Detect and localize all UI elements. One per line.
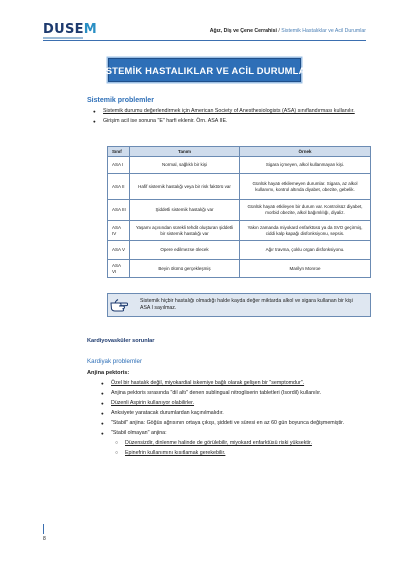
bullet-text: Girişim acil ise sonuna "E" harfi eklenir. Örn. ASA IIE. bbox=[103, 118, 228, 124]
table-row bbox=[108, 260, 371, 278]
cell-definition: Yaşamı açısından sürekli tehdit oluşturan şiddetli bir sistemik hastalığı var bbox=[130, 221, 240, 241]
list-item-text: "Stabil" anjina: Göğüs ağrısının ortaya çıkışı, şiddeti ve süresi en az 60 gün boyunca değişmemiştir. bbox=[111, 420, 345, 426]
angina-title: Anjina pektoris: bbox=[87, 370, 130, 376]
logo-accent: M bbox=[83, 22, 98, 37]
cell-example: Sigara içmeyen, alkol kullanmayan kişi. bbox=[240, 157, 371, 174]
chapter-title-box bbox=[96, 58, 313, 82]
list-item bbox=[87, 390, 372, 397]
table-row bbox=[108, 157, 371, 174]
list-item bbox=[87, 410, 372, 417]
asa-classification-table bbox=[107, 146, 371, 278]
column-header-definition: Tanım bbox=[130, 147, 240, 157]
list-item-text: Epinefrin kullanımını kısıtlamak gerekebilir. bbox=[125, 450, 226, 456]
sub-list-item bbox=[87, 450, 372, 457]
list-item bbox=[87, 420, 372, 427]
pointing-hand-icon bbox=[110, 294, 128, 316]
cell-example: Günlük hayatı etkilemeyen durumlar. Sigara, az alkol kullanımı, kontrol altında diyabet, obezite, gebelik. bbox=[240, 174, 371, 200]
cell-example: Yakın zamanda miyokard enfarktüsü ya da SVO geçirmiş, ciddi kalp kapağı disfonksiyonu, sepsis. bbox=[240, 221, 371, 241]
list-item-text: "Stabil olmayan" anjina: bbox=[111, 430, 167, 436]
cell-class: ASA I bbox=[108, 157, 130, 174]
table-row bbox=[108, 200, 371, 221]
section-heading: Sistemik problemler bbox=[87, 97, 154, 104]
list-item bbox=[87, 380, 372, 387]
breadcrumb-separator: / bbox=[276, 28, 282, 34]
list-item bbox=[87, 400, 372, 407]
sub-list-item bbox=[87, 440, 372, 447]
cell-example: Marilyn Monroe bbox=[240, 260, 371, 278]
chapter-title: SİSTEMİK HASTALIKLAR VE ACİL DURUMLAR bbox=[96, 64, 313, 76]
cardio-heading: Kardiyovasküler sorunlar bbox=[87, 338, 155, 344]
table-row bbox=[108, 174, 371, 200]
header-divider bbox=[43, 40, 366, 41]
cell-definition: Hafif sistemik hastalığı veya bir risk faktörü var bbox=[130, 174, 240, 200]
list-item bbox=[87, 430, 372, 437]
table-header-row bbox=[108, 147, 371, 157]
note-box bbox=[107, 293, 371, 317]
page-header bbox=[0, 0, 409, 46]
bullet-item bbox=[87, 118, 372, 125]
cell-example: Günlük hayatı etkileyen bir durum var. Kontrolsüz diyabet, morbid obezite, alkol bağımlılığı, diyaliz. bbox=[240, 200, 371, 221]
section-bullets bbox=[87, 108, 372, 128]
table-row bbox=[108, 221, 371, 241]
cardiac-subheading: Kardiyak problemler bbox=[87, 358, 143, 365]
logo bbox=[43, 22, 97, 37]
cell-definition: Normal, sağlıklı bir kişi bbox=[130, 157, 240, 174]
cell-class: ASA VI bbox=[108, 260, 130, 278]
bullet-item bbox=[87, 108, 372, 115]
cell-example: Ağır travma, çoklu organ disfonksiyonu. bbox=[240, 241, 371, 260]
breadcrumb bbox=[210, 28, 366, 34]
footer-divider bbox=[43, 524, 44, 534]
list-item-text: Özel bir hastalık değil, miyokardial iskemiye bağlı olarak gelişen bir "semptomdur". bbox=[111, 380, 305, 386]
table-row bbox=[108, 241, 371, 260]
cell-class: ASA V bbox=[108, 241, 130, 260]
list-item-text: Düzenli Aspirin kullanıyor olabilirler. bbox=[111, 400, 195, 406]
cell-definition: Beyin ölümü gerçekleşmiş bbox=[130, 260, 240, 278]
cell-class: ASA IV bbox=[108, 221, 130, 241]
logo-underline bbox=[43, 37, 83, 39]
cell-definition: Opere edilmezse ölecek bbox=[130, 241, 240, 260]
breadcrumb-chapter: Sistemik Hastalıklar ve Acil Durumlar bbox=[281, 28, 366, 34]
bullet-text: Sistemik durumu değerlendirmek için American Society of Anesthesiologists (ASA) sınıflandırması kullanılır. bbox=[103, 108, 355, 114]
angina-list bbox=[87, 380, 372, 460]
note-text: Sistemik hiçbir hastalığı olmadığı halde kayda değer miktarda alkol ve sigara kullanan bir kişi ASA I sayılmaz. bbox=[140, 298, 353, 311]
list-item-text: Anksiyete yaratacak durumlardan kaçınılmalıdır. bbox=[111, 410, 224, 416]
column-header-example: Örnek bbox=[240, 147, 371, 157]
list-item-text: Anjina pektoris sırasında "dil altı" denen sublingual nitrogliserin tabletleri (Isordil) kullanılır. bbox=[111, 390, 322, 396]
cell-class: ASA II bbox=[108, 174, 130, 200]
page-number: 8 bbox=[43, 536, 46, 542]
cell-definition: Şiddetli sistemik hastalığı var bbox=[130, 200, 240, 221]
logo-main: DUSE bbox=[43, 22, 84, 37]
column-header-class: Sınıf bbox=[108, 147, 130, 157]
breadcrumb-book: Ağız, Diş ve Çene Cerrahisi bbox=[209, 28, 277, 34]
cell-class: ASA III bbox=[108, 200, 130, 221]
list-item-text: Düzensizdir, dinlenme halinde de görülebilir, miyokard enfarktüsü riski yüksektir. bbox=[125, 440, 312, 446]
